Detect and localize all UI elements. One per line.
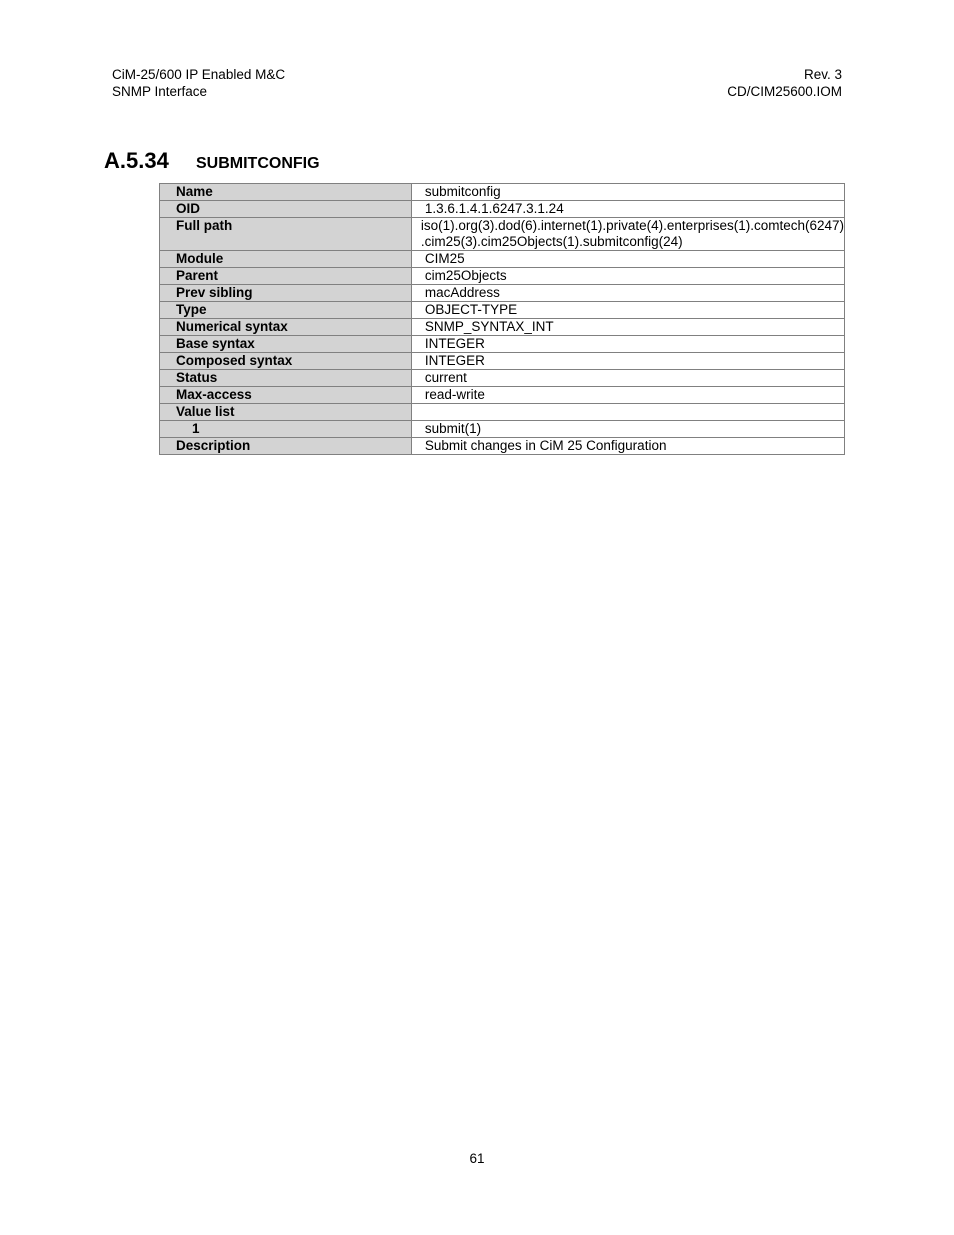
row-key: Parent [160,268,412,285]
full-path-line-2: .cim25(3).cim25Objects(1).submitconfig(24) [420,234,683,249]
row-value: current [411,370,844,387]
table-row [160,268,845,285]
document-code: CD/CIM25600.IOM [727,83,842,99]
row-value: read-write [411,387,844,404]
row-key: Full path [160,218,412,251]
table-row [160,218,845,251]
row-key: Status [160,370,412,387]
table-row [160,336,845,353]
row-value: INTEGER [411,353,844,370]
row-key: 1 [160,421,412,438]
row-value: INTEGER [411,336,844,353]
row-key: Description [160,438,412,455]
row-value: cim25Objects [411,268,844,285]
table-row [160,319,845,336]
row-value: submitconfig [411,184,844,201]
section-title: SUBMITCONFIG [196,155,320,172]
section-heading [104,148,320,174]
table-row [160,421,845,438]
row-value [411,218,844,251]
table-row [160,404,845,421]
table-row [160,285,845,302]
row-value: OBJECT-TYPE [411,302,844,319]
row-key: Base syntax [160,336,412,353]
row-key: Prev sibling [160,285,412,302]
table-row [160,184,845,201]
mib-object-table [159,183,845,455]
row-value: submit(1) [411,421,844,438]
document-header-left [112,67,285,100]
page-number: 61 [469,1151,485,1166]
row-key: Value list [160,404,412,421]
table-row [160,302,845,319]
table-row [160,387,845,404]
row-key: OID [160,201,412,218]
row-value: macAddress [411,285,844,302]
document-header-right [727,67,842,100]
row-value: 1.3.6.1.4.1.6247.3.1.24 [411,201,844,218]
table-row [160,251,845,268]
section-number: A.5.34 [104,148,169,173]
table-row [160,438,845,455]
document-subtitle: SNMP Interface [112,83,208,99]
full-path-line-1: iso(1).org(3).dod(6).internet(1).private(4).enterprises(1).comtech(6247) [420,218,844,233]
row-key: Type [160,302,412,319]
row-key: Name [160,184,412,201]
table-row [160,353,845,370]
revision-label: Rev. 3 [803,67,842,82]
row-value [411,404,844,421]
row-value: CIM25 [411,251,844,268]
product-title: CiM-25/600 IP Enabled M&C [112,67,286,82]
table-row [160,370,845,387]
row-value: Submit changes in CiM 25 Configuration [411,438,844,455]
row-value: SNMP_SYNTAX_INT [411,319,844,336]
table-row [160,201,845,218]
row-key: Module [160,251,412,268]
row-key: Composed syntax [160,353,412,370]
row-key: Max-access [160,387,412,404]
row-key: Numerical syntax [160,319,412,336]
